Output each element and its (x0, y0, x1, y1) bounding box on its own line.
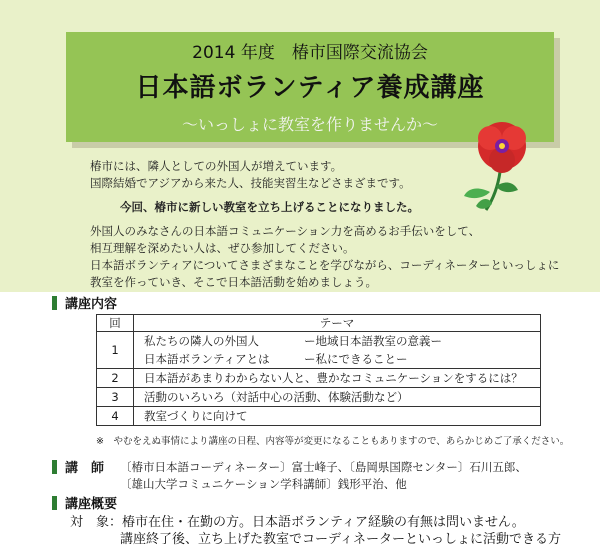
section-marker (52, 460, 57, 474)
intro-line-6: 日本語ボランティアについてさまざまなことを学びながら、コーディネーターといっしょに (90, 258, 560, 272)
session-number: 2 (97, 369, 134, 388)
overview-cut-line: 講座終了後、立ち上げた教室でコーディネーターといっしょに活動できる方 (120, 532, 561, 547)
lecturers-line-1: 〔椿市日本語コーディネーター〕富士峰子、〔島岡県国際センター〕石川五郎、 (120, 460, 527, 474)
course-content-heading-text: 講座内容 (65, 297, 118, 312)
course-schedule-table (96, 314, 541, 426)
lecturers-heading-text: 講 師 (65, 461, 105, 476)
section-marker (52, 296, 57, 310)
intro-line-2: 国際結婚でアジアから来た人、技能実習生などさまざまです。 (90, 176, 411, 190)
banner-subtitle: 〜いっしょに教室を作りませんか〜 (181, 115, 438, 134)
table-row (97, 388, 541, 407)
table-row (97, 332, 541, 369)
camellia-flower-icon (462, 120, 542, 212)
table-header-row (97, 315, 541, 332)
target-audience: 対 象：椿市在住・在勤の方。日本語ボランティア経験の有無は問いません。 (70, 515, 525, 530)
theme-1a-sub: ー地域日本語教室の意義ー (304, 334, 442, 348)
table-row (97, 369, 541, 388)
section-marker (52, 496, 57, 510)
session-number: 4 (97, 407, 134, 426)
schedule-change-note: ※ やむをえぬ事情により講座の日程、内容等が変更になることもありますので、あらかじめご了承ください。 (96, 436, 570, 447)
overview-heading (52, 493, 117, 512)
intro-announcement: 今回、椿市に新しい教室を立ち上げることになりました。 (120, 200, 419, 214)
intro-line-5: 相互理解を深めたい人は、ぜひ参加してください。 (90, 241, 355, 255)
session-number: 3 (97, 388, 134, 407)
intro-line-7: 教室を作っていき、そこで日本語活動を始めましょう。 (90, 275, 378, 289)
theme-1a: 私たちの隣人の外国人 (144, 334, 259, 348)
banner-title: 日本語ボランティア養成講座 (135, 73, 485, 103)
lecturers-heading (52, 457, 104, 476)
table-row (97, 407, 541, 426)
lecturers-line-2: 〔雄山大学コミュニケーション学科講師〕銭形平治、他 (120, 477, 407, 491)
theme-1b: 日本語ボランティアとは (144, 352, 270, 366)
session-theme: 活動のいろいろ（対話中心の活動、体験活動など） (134, 388, 541, 407)
course-content-heading (52, 293, 117, 312)
banner-organizer: 2014 年度 椿市国際交流協会 (192, 43, 428, 63)
session-theme: 日本語があまりわからない人と、豊かなコミュニケーションをするには？ (134, 369, 541, 388)
header-session: 回 (97, 315, 134, 332)
intro-line-1: 椿市には、隣人としての外国人が増えています。 (90, 159, 343, 173)
session-number: 1 (97, 332, 134, 369)
session-theme (134, 332, 541, 369)
intro-line-4: 外国人のみなさんの日本語コミュニケーション力を高めるお手伝いをして、 (90, 224, 481, 238)
header-theme: テーマ (134, 315, 541, 332)
session-theme: 教室づくりに向けて (134, 407, 541, 426)
theme-1b-sub: ー私にできることー (304, 352, 408, 366)
overview-heading-text: 講座概要 (65, 497, 118, 512)
